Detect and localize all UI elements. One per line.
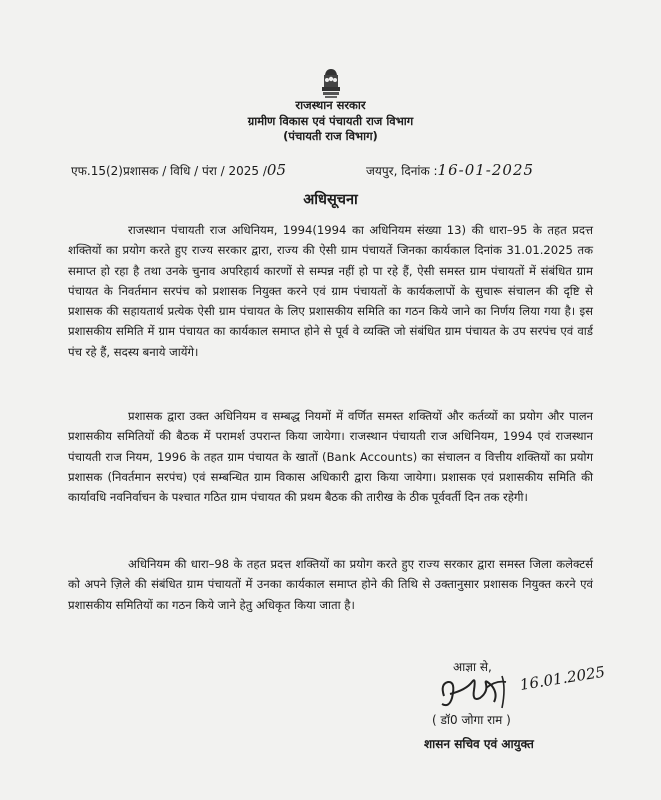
department-name: ग्रामीण विकास एवं पंचायती राज विभाग	[247, 114, 414, 128]
signatory-designation: शासन सचिव एवं आयुक्त	[424, 737, 534, 751]
issue-date	[366, 161, 534, 179]
date-label: जयपुर, दिनांक :	[366, 164, 438, 178]
paragraph-text: राजस्थान पंचायती राज अधिनियम, 1994(1994 का अधिनियम संख्या 13) की धारा–95 के तहत प्रदत्त शक्तियों का प्रयोग करते हुए राज्य सरकार द्वारा, राज्य की ऐसी ग्राम पंचायतें जिनका कार्यकाल दिनांक 31.01.2025 तक समाप्त हो रहा है तथा उनके चुनाव अपरिहार्य कारणों से सम्पन्न नहीं हो पा रहे हैं, ऐसी समस्त ग्राम पंचायतों में संबंधित ग्राम पंचायत के निवर्तमान सरपंच को प्रशासक नियुक्त करने एवं ग्राम पंचायतों के कार्यकलापों के सुचारू संचालन की दृष्टि से प्रशासक की सहायतार्थ प्रत्येक ऐसी ग्राम पंचायत के लिए प्रशासकीय समिति का गठन किये जाने का निर्णय लिया गया है। इस प्रशासकीय समिति में ग्राम पंचायत का कार्यकाल समाप्त होने से पूर्व वे व्यक्ति जो संबंधित ग्राम पंचायत के उप सरपंच एवं वार्ड पंच रहे हैं, सदस्य बनाये जायेंगे।	[68, 223, 593, 359]
notification-title: अधिसूचना	[303, 192, 358, 208]
handwritten-signature-icon	[436, 668, 526, 714]
govt-name: राजस्थान सरकार	[295, 98, 366, 112]
signature-date: 16.01.2025	[518, 662, 607, 694]
paragraph-3	[68, 554, 593, 615]
reference-printed: एफ.15(2)प्रशासक / विधि / पंरा / 2025 /	[71, 164, 267, 178]
sub-department-name: (पंचायती राज विभाग)	[283, 129, 378, 143]
reference-handwritten-number: 05	[266, 161, 287, 179]
reference-number	[71, 161, 286, 179]
date-handwritten: 16-01-2025	[437, 161, 535, 179]
paragraph-1	[68, 220, 593, 362]
paragraph-2	[68, 406, 593, 507]
signatory-name: ( डॉ0 जोगा राम )	[432, 713, 511, 727]
paragraph-text: अधिनियम की धारा–98 के तहत प्रदत्त शक्तियों का प्रयोग करते हुए राज्य सरकार द्वारा समस्त जिला कलेक्टर्स को अपने ज़िले की संबंधित ग्राम पंचायतों में उनका कार्यकाल समाप्त होने की तिथि से उक्तानुसार प्रशासक नियुक्त करने एवं प्रशासकीय समितियों का गठन किये जाने हेतु अधिकृत किया जाता है।	[68, 557, 593, 612]
paragraph-text: प्रशासक द्वारा उक्त अधिनियम व सम्बद्ध नियमों में वर्णित समस्त शक्तियों और कर्तव्यों का प्रयोग और पालन प्रशासकीय समितियों की बैठक में परामर्श उपरान्त किया जायेगा। राजस्थान पंचायती राज अधिनियम, 1994 एवं राजस्थान पंचायती राज नियम, 1996 के तहत ग्राम पंचायत के खातों (Bank Accounts) का संचालन व वित्तीय शक्तियों का प्रयोग प्रशासक (निवर्तमान सरपंच) एवं सम्बन्धित ग्राम विकास अधिकारी द्वारा किया जायेगा। प्रशासक एवं प्रशासकीय समिति की कार्यावधि नवनिर्वाचन के पश्चात गठित ग्राम पंचायत की प्रथम बैठक की तारीख के ठीक पूर्ववर्ती दिन तक रहेगी।	[68, 409, 593, 505]
by-order-label: आज्ञा से,	[453, 660, 492, 674]
state-emblem-icon	[318, 66, 344, 100]
